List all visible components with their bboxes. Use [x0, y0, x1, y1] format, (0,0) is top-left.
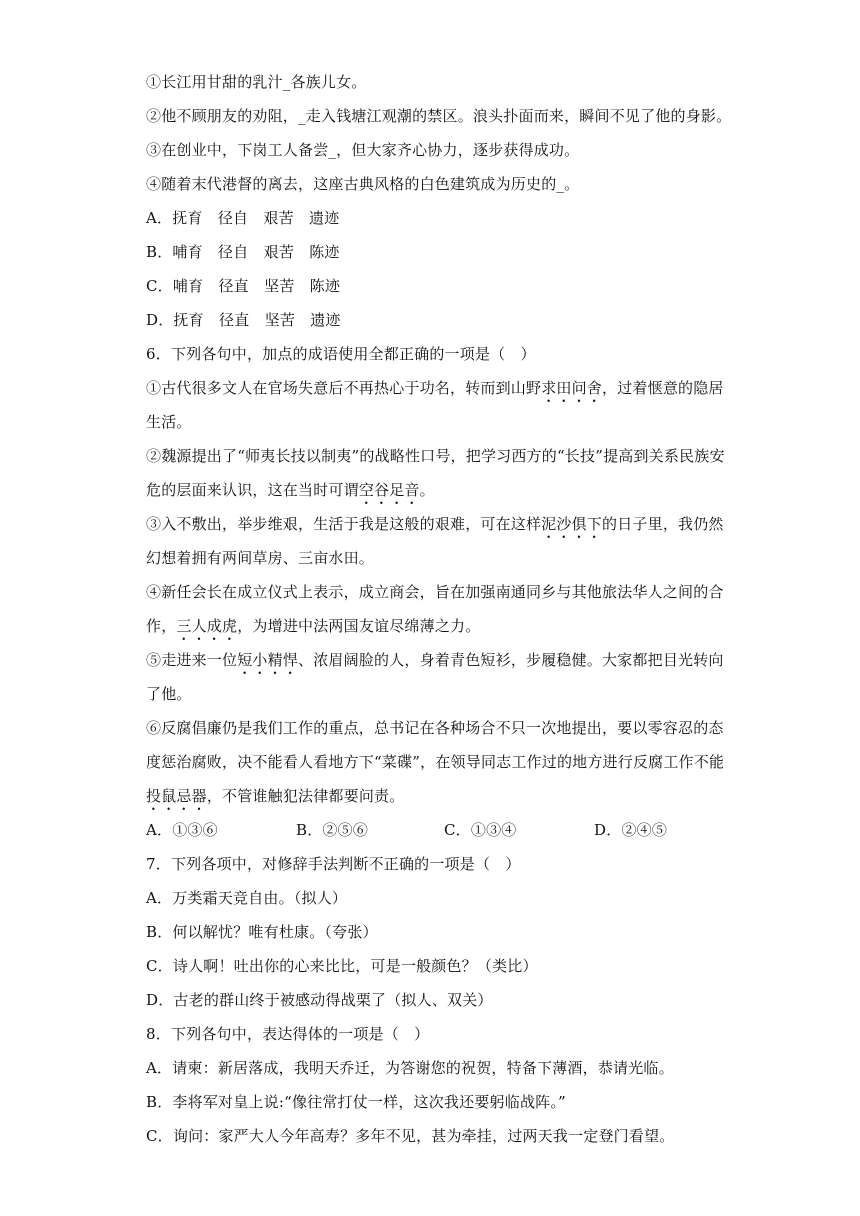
q6-idiom-4: 三人成虎	[176, 617, 238, 635]
q8-stem: 8．下列各句中，表达得体的一项是（ ）	[146, 1025, 430, 1043]
q6-option-a: A．①③⑥	[146, 821, 218, 839]
q5-item-3: ③在创业中，下岗工人备尝_，但大家齐心协力，逐步获得成功。	[146, 141, 580, 159]
q6-sentence-5-cont: 了他。	[146, 685, 192, 703]
q6-sentence-2: ②魏源提出了“师夷长技以制夷”的战略性口号，把学习西方的“长技”提高到关系民族安	[146, 447, 725, 465]
q6-sentence-3: ③入不敷出，举步维艰，生活于我是这般的艰难，可在这样泥沙俱下的日子里，我仍然	[146, 515, 724, 533]
q6-idiom-3: 泥沙俱下	[541, 515, 603, 533]
q6-sentence-6-end: 投鼠忌器，不管谁触犯法律都要问责。	[146, 787, 405, 805]
q5-option-b: B．哺育 径自 艰苦 陈迹	[146, 243, 340, 261]
q8-option-b: B．李将军对皇上说:“像往常打仗一样，这次我还要躬临战阵。”	[146, 1093, 566, 1111]
q7-option-c: C．诗人啊！吐出你的心来比比，可是一般颜色？（类比）	[146, 957, 538, 975]
q6-sentence-4-cont: 作，三人成虎，为增进中法两国友谊尽绵薄之力。	[146, 617, 481, 635]
q6-idiom-6: 投鼠忌器	[146, 787, 207, 805]
q5-item-1: ①长江用甘甜的乳汁_各族儿女。	[146, 73, 367, 91]
q6-option-b: B．②⑤⑥	[296, 821, 369, 839]
q8-option-c: C．询问：家严大人今年高寿？多年不见，甚为牵挂，过两天我一定登门看望。	[146, 1127, 675, 1145]
q6-sentence-1-cont: 生活。	[146, 413, 192, 431]
q6-stem: 6．下列各句中，加点的成语使用全都正确的一项是（ ）	[146, 345, 536, 363]
q5-item-4: ④随着末代港督的离去，这座古典风格的白色建筑成为历史的_。	[146, 175, 580, 193]
q5-item-2: ②他不顾朋友的劝阻，_走入钱塘江观潮的禁区。浪头扑面而来，瞬间不见了他的身影。	[146, 107, 732, 125]
q7-option-b: B．何以解忧？唯有杜康。（夸张）	[146, 923, 378, 941]
q7-option-d: D．古老的群山终于被感动得战栗了（拟人、双关）	[146, 991, 493, 1009]
q7-option-a: A．万类霜天竞自由。（拟人）	[146, 889, 348, 907]
q6-idiom-1: 求田问舍	[541, 379, 603, 397]
q6-sentence-6: ⑥反腐倡廉仍是我们工作的重点，总书记在各种场合不只一次地提出，要以零容忍的态	[146, 719, 724, 737]
q6-sentence-4: ④新任会长在成立仪式上表示，成立商会，旨在加强南通同乡与其他旅法华人之间的合	[146, 583, 724, 601]
q6-idiom-2: 空谷足音	[358, 481, 420, 499]
q6-sentence-6-cont: 度惩治腐败，决不能看人看地方下“菜碟”，在领导同志工作过的地方进行反腐工作不能	[146, 753, 725, 771]
q6-sentence-3-cont: 幻想着拥有两间草房、三亩水田。	[146, 549, 375, 567]
q8-option-a: A．请柬：新居落成，我明天乔迁，为答谢您的祝贺，特备下薄酒，恭请光临。	[146, 1059, 674, 1077]
q6-option-d: D．②④⑤	[594, 821, 668, 839]
q5-option-a: A．抚育 径自 艰苦 遗迹	[146, 209, 340, 227]
q6-idiom-5: 短小精悍	[237, 651, 299, 669]
q7-stem: 7．下列各项中，对修辞手法判断不正确的一项是（ ）	[146, 855, 521, 873]
q5-option-c: C．哺育 径直 坚苦 陈迹	[146, 277, 341, 295]
q6-sentence-1: ①古代很多文人在官场失意后不再热心于功名，转而到山野求田问舍，过着惬意的隐居	[146, 379, 724, 397]
q6-sentence-2-cont: 危的层面来认识，这在当时可谓空谷足音。	[146, 481, 435, 499]
q6-sentence-5: ⑤走进来一位短小精悍、浓眉阔脸的人，身着青色短衫，步履稳健。大家都把目光转向	[146, 651, 724, 669]
q5-option-d: D．抚育 径直 坚苦 遗迹	[146, 311, 341, 329]
q6-option-c: C．①③④	[444, 821, 517, 839]
